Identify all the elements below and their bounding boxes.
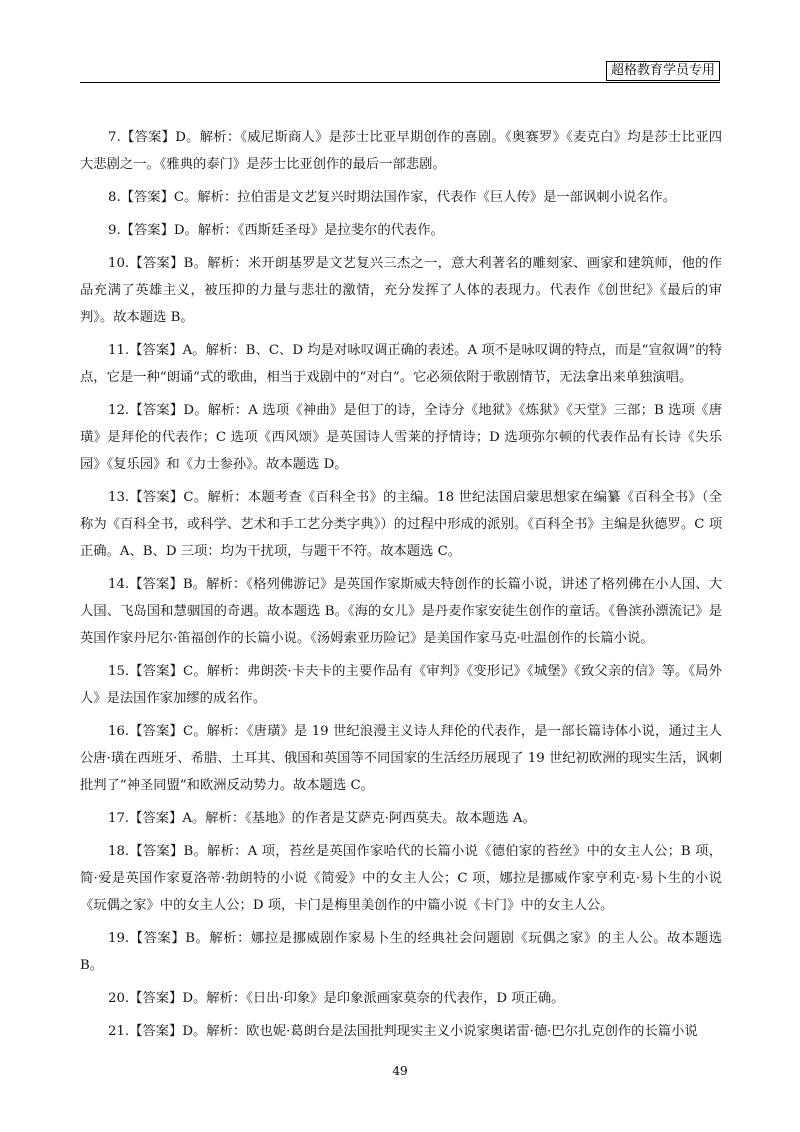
answer-item-11: 11.【答案】A。解析：B、C、D 均是对咏叹调正确的表述。A 项不是咏叹调的特点，而是“宣叙调”的特点，它是一种“朗诵”式的歌曲，相当于戏剧中的“对白”。它必须依附于歌剧情节，无法拿出来单独演唱。 [80,343,722,385]
answer-item-7: 7.【答案】D。解析：《威尼斯商人》是莎士比亚早期创作的喜剧。《奥赛罗》《麦克白》均是莎士比亚四大悲剧之一。《雅典的泰门》是莎士比亚创作的最后一部悲剧。 [80,130,722,172]
answer-item-16: 16.【答案】C。解析：《唐璜》是 19 世纪浪漫主义诗人拜伦的代表作，是一部长篇诗体小说，通过主人公唐·璜在西班牙、希腊、土耳其、俄国和英国等不同国家的生活经历展现了 19 世纪初欧洲的现实生活，讽刺批判了“神圣同盟”和欧洲反动势力。故本题选 C。 [80,724,722,793]
answer-item-20: 20.【答案】D。解析：《日出·印象》是印象派画家莫奈的代表作，D 项正确。 [108,991,565,1006]
answer-list [80,124,722,1051]
answer-item-13: 13.【答案】C。解析：本题考查《百科全书》的主编。18 世纪法国启蒙思想家在编纂《百科全书》（全称为《百科全书，或科学、艺术和手工艺分类字典》）的过程中形成的派别。《百科全书》主编是狄德罗。C 项正确。A、B、D 三项：均为干扰项，与题干不符。故本题选 C。 [80,490,722,559]
answer-item-8: 8.【答案】C。解析：拉伯雷是文艺复兴时期法国作家，代表作《巨人传》是一部讽刺小说名作。 [108,190,677,205]
header-divider [80,82,720,83]
answer-item-18: 18.【答案】B。解析：A 项，苔丝是英国作家哈代的长篇小说《德伯家的苔丝》中的女主人公；B 项，简·爱是英国作家夏洛蒂·勃朗特的小说《简爱》中的女主人公；C 项，娜拉是挪威作家亨利克·易卜生的小说《玩偶之家》中的女主人公；D 项，卡门是梅里美创作的中篇小说《卡门》中的女主人公。 [80,844,722,913]
answer-item-21: 21.【答案】D。解析：欧也妮·葛朗台是法国批判现实主义小说家奥诺雷·德·巴尔扎克创作的长篇小说 [108,1024,698,1039]
answer-item-15: 15.【答案】C。解析：弗朗茨·卡夫卡的主要作品有《审判》《变形记》《城堡》《致父亲的信》等。《局外人》是法国作家加缪的成名作。 [80,664,722,706]
answer-item-9: 9.【答案】D。解析：《西斯廷圣母》是拉斐尔的代表作。 [108,223,444,238]
answer-item-14: 14.【答案】B。解析：《格列佛游记》是英国作家斯威夫特创作的长篇小说，讲述了格列佛在小人国、大人国、飞岛国和慧骃国的奇遇。故本题选 B。《海的女儿》是丹麦作家安徒生创作的童话。《鲁滨孙漂流记》是英国作家丹尼尔·笛福创作的长篇小说。《汤姆索亚历险记》是美国作家马克·吐温创作的长篇小说。 [80,577,722,646]
header-label: 超格教育学员专用 [606,61,720,81]
answer-item-10: 10.【答案】B。解析：米开朗基罗是文艺复兴三杰之一，意大利著名的雕刻家、画家和建筑师，他的作品充满了英雄主义，被压抑的力量与悲壮的激情，充分发挥了人体的表现力。代表作《创世纪》《最后的审判》。故本题选 B。 [80,256,722,325]
page-number: 49 [392,1064,408,1078]
answer-item-12: 12.【答案】D。解析：A 选项《神曲》是但丁的诗，全诗分《地狱》《炼狱》《天堂》三部；B 选项《唐璜》是拜伦的代表作；C 选项《西风颂》是英国诗人雪莱的抒情诗；D 选项弥尔顿的代表作品有长诗《失乐园》《复乐园》和《力士参孙》。故本题选 D。 [80,403,722,472]
answer-item-19: 19.【答案】B。解析：娜拉是挪威剧作家易卜生的经典社会问题剧《玩偶之家》的主人公。故本题选 B。 [80,931,722,973]
answer-item-17: 17.【答案】A。解析：《基地》的作者是艾萨克·阿西莫夫。故本题选 A。 [108,811,536,826]
